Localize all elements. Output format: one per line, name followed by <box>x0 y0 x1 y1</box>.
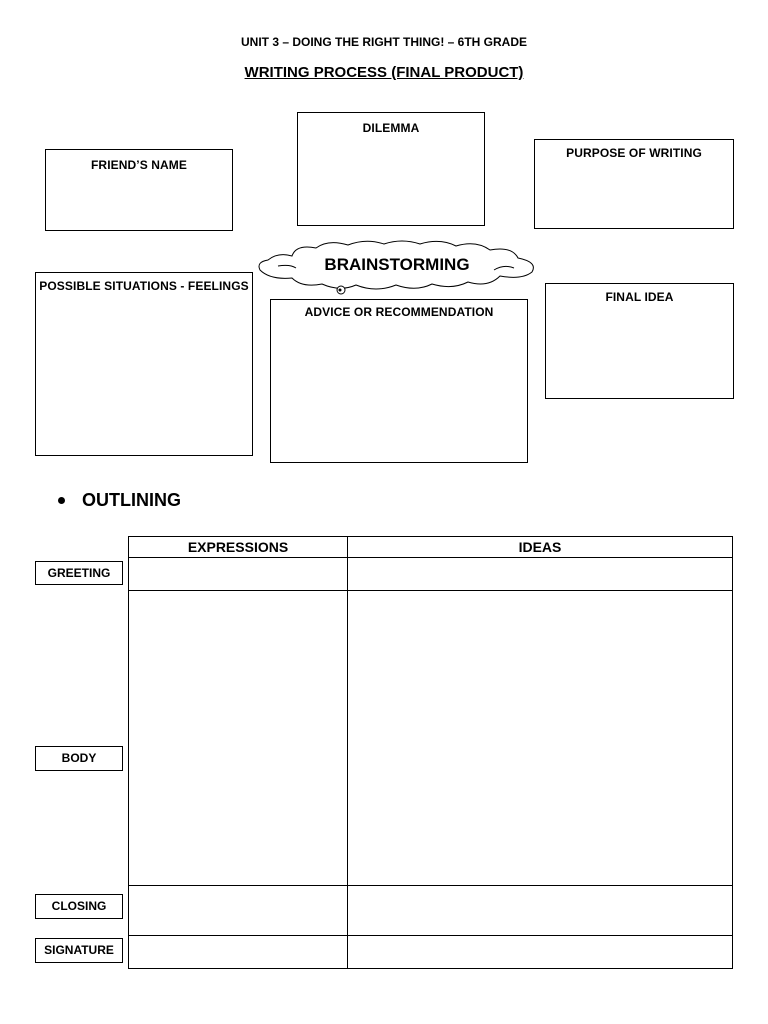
greeting-expressions-cell[interactable] <box>129 558 348 591</box>
outlining-heading <box>58 490 181 511</box>
situations-label: POSSIBLE SITUATIONS - FEELINGS <box>39 279 249 293</box>
body-label: BODY <box>35 746 123 771</box>
purpose-box[interactable] <box>534 139 734 229</box>
outlining-label: OUTLINING <box>82 490 181 510</box>
friends-name-label: FRIEND’S NAME <box>91 158 187 172</box>
final-idea-label: FINAL IDEA <box>605 290 674 304</box>
greeting-ideas-cell[interactable] <box>348 558 733 591</box>
outline-table <box>128 536 733 969</box>
signature-expressions-cell[interactable] <box>129 936 348 969</box>
closing-ideas-cell[interactable] <box>348 886 733 936</box>
situations-box[interactable] <box>35 272 253 456</box>
signature-label: SIGNATURE <box>35 938 123 963</box>
bullet-icon <box>58 497 65 504</box>
friends-name-box[interactable] <box>45 149 233 231</box>
dilemma-box[interactable] <box>297 112 485 226</box>
brainstorming-title: BRAINSTORMING <box>324 255 470 274</box>
expressions-header: EXPRESSIONS <box>129 537 348 558</box>
dilemma-label: DILEMMA <box>362 121 420 135</box>
final-idea-box[interactable] <box>545 283 734 399</box>
purpose-label: PURPOSE OF WRITING <box>566 146 702 160</box>
advice-label: ADVICE OR RECOMMENDATION <box>304 305 494 319</box>
body-expressions-cell[interactable] <box>129 591 348 886</box>
closing-label: CLOSING <box>35 894 123 919</box>
ideas-header: IDEAS <box>348 537 733 558</box>
closing-expressions-cell[interactable] <box>129 886 348 936</box>
advice-box[interactable] <box>270 299 528 463</box>
signature-ideas-cell[interactable] <box>348 936 733 969</box>
greeting-label: GREETING <box>35 561 123 585</box>
page-title: WRITING PROCESS (FINAL PRODUCT) <box>244 64 524 81</box>
unit-line: UNIT 3 – DOING THE RIGHT THING! – 6TH GRADE <box>240 35 528 49</box>
body-ideas-cell[interactable] <box>348 591 733 886</box>
